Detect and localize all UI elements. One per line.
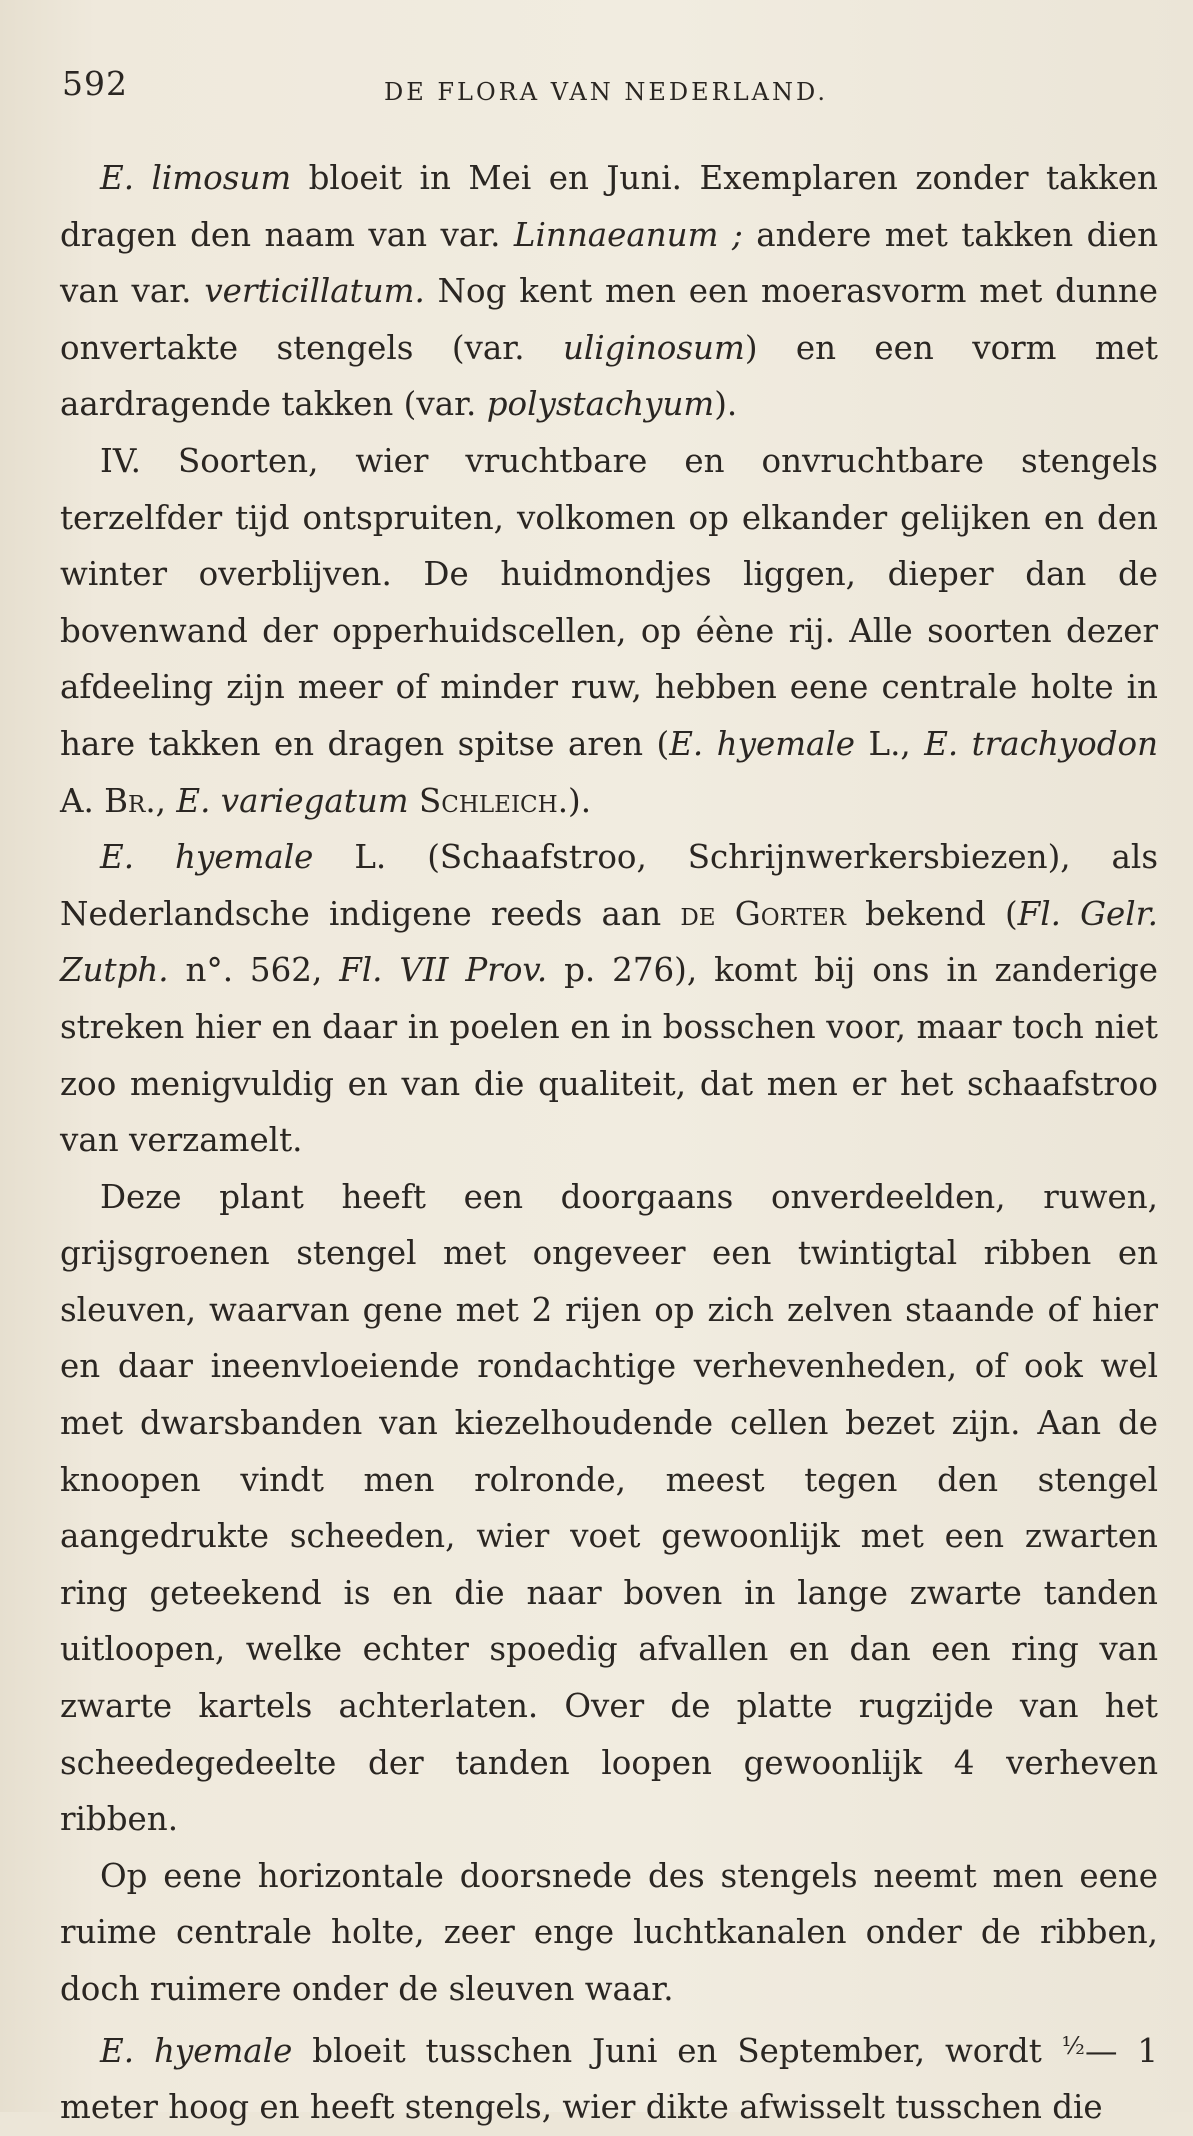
text-run: A. <box>60 781 105 820</box>
paragraph-section-iv <box>60 433 1158 829</box>
variety-name: Linnaeanum ; <box>513 215 743 254</box>
page-body <box>60 150 1158 2136</box>
species-name: E. trachyodon <box>924 724 1159 763</box>
paragraph-hyemale-intro <box>60 829 1158 1169</box>
text-run: bloeit tusschen Juni en September, wordt <box>292 2031 1062 2070</box>
paragraph-limosum <box>60 150 1158 433</box>
text-run: ). <box>568 781 592 820</box>
variety-name: verticillatum. <box>204 272 425 311</box>
species-name: E. hyemale <box>100 2031 293 2070</box>
text-run: andere met takken dien van var. <box>60 215 1158 311</box>
author-name: de Gorter <box>680 894 846 933</box>
species-name: E. variegatum <box>176 781 409 820</box>
citation-title: Fl. Gelr. Zutph. <box>60 894 1158 990</box>
text-run: bloeit in Mei en Juni. Exemplaren zonder takken dragen den naam van var. <box>60 159 1158 254</box>
author-name: Br. <box>104 781 156 820</box>
species-name: E. hyemale <box>669 724 856 763</box>
text-run <box>409 782 419 820</box>
page-header <box>62 58 1153 108</box>
paragraph-cross-section: Op eene horizontale doorsnede des stengels neemt men eene ruime centrale holte, zeer enge luchtkanalen onder de ribben, doch ruimere onder de sleuven waar. <box>60 1856 1158 2008</box>
author-name: Schleich. <box>418 781 569 820</box>
text-run: n°. 562, <box>168 951 340 990</box>
variety-name: uliginosum <box>562 328 745 367</box>
page-number: 592 <box>62 64 128 103</box>
text-run: ). <box>714 385 738 424</box>
text-run: L. (Schaafstroo, Schrijnwerkersbiezen), als Nederlandsche indigene reeds aan <box>60 838 1159 933</box>
citation-title: Fl. VII Prov. <box>339 951 548 990</box>
paragraph-flowering <box>60 2018 1158 2136</box>
text-run: ) en een vorm met aardragende takken (var. <box>60 328 1158 424</box>
variety-name: polystachyum <box>486 385 715 424</box>
running-title: DE FLORA VAN NEDERLAND. <box>384 78 828 106</box>
text-run: , <box>155 781 177 820</box>
text-run: p. 276), komt bij ons in zanderige streken hier en daar in poelen en in bosschen voor, maar toch niet zoo menigvuldig en van die qualiteit, dat men er het schaafstroo van verzamelt. <box>60 951 1158 1160</box>
text-run: — 1 meter hoog en heeft stengels, wier dikte afwisselt tusschen die <box>60 2031 1159 2127</box>
paragraph-stem-description: Deze plant heeft een doorgaans onverdeelden, ruwen, grijsgroenen stengel met ongeveer een twintigtal ribben en sleuven, waarvan gene met 2 rijen op zich zelven staande of hier en daar ineenvloeiende rondachtige verhevenheden, of ook wel met dwarsbanden van kiezelhoudende cellen bezet zijn. Aan de knoopen vindt men rolronde, meest tegen den stengel aangedrukte scheeden, wier voet gewoonlijk met een zwarten ring geteekend is en die naar boven in lange zwarte tanden uitloopen, welke echter spoedig afvallen en dan een ring van zwarte kartels achterlaten. Over de platte rugzijde van het scheedegedeelte der tanden loopen gewoonlijk 4 verheven ribben. <box>60 1177 1158 1839</box>
fraction: ½ <box>1061 2031 1085 2060</box>
text-run: Nog kent men een moerasvorm met dunne onvertakte stengels (var. <box>60 272 1158 367</box>
text-run: IV. Soorten, wier vruchtbare en onvruchtbare stengels terzelfder tijd ontspruiten, volkomen op elkander gelijken en den winter overblijven. De huidmondjes liggen, dieper dan de bovenwand der opperhuidscellen, op éène rij. Alle soorten dezer afdeeling zijn meer of minder ruw, hebben eene centrale holte in hare takken en dragen spitse aren ( <box>60 441 1158 763</box>
text-run: L., <box>855 724 925 763</box>
species-name: E. hyemale <box>100 838 314 877</box>
text-run: bekend ( <box>845 894 1018 933</box>
species-name: E. limosum <box>100 159 292 197</box>
